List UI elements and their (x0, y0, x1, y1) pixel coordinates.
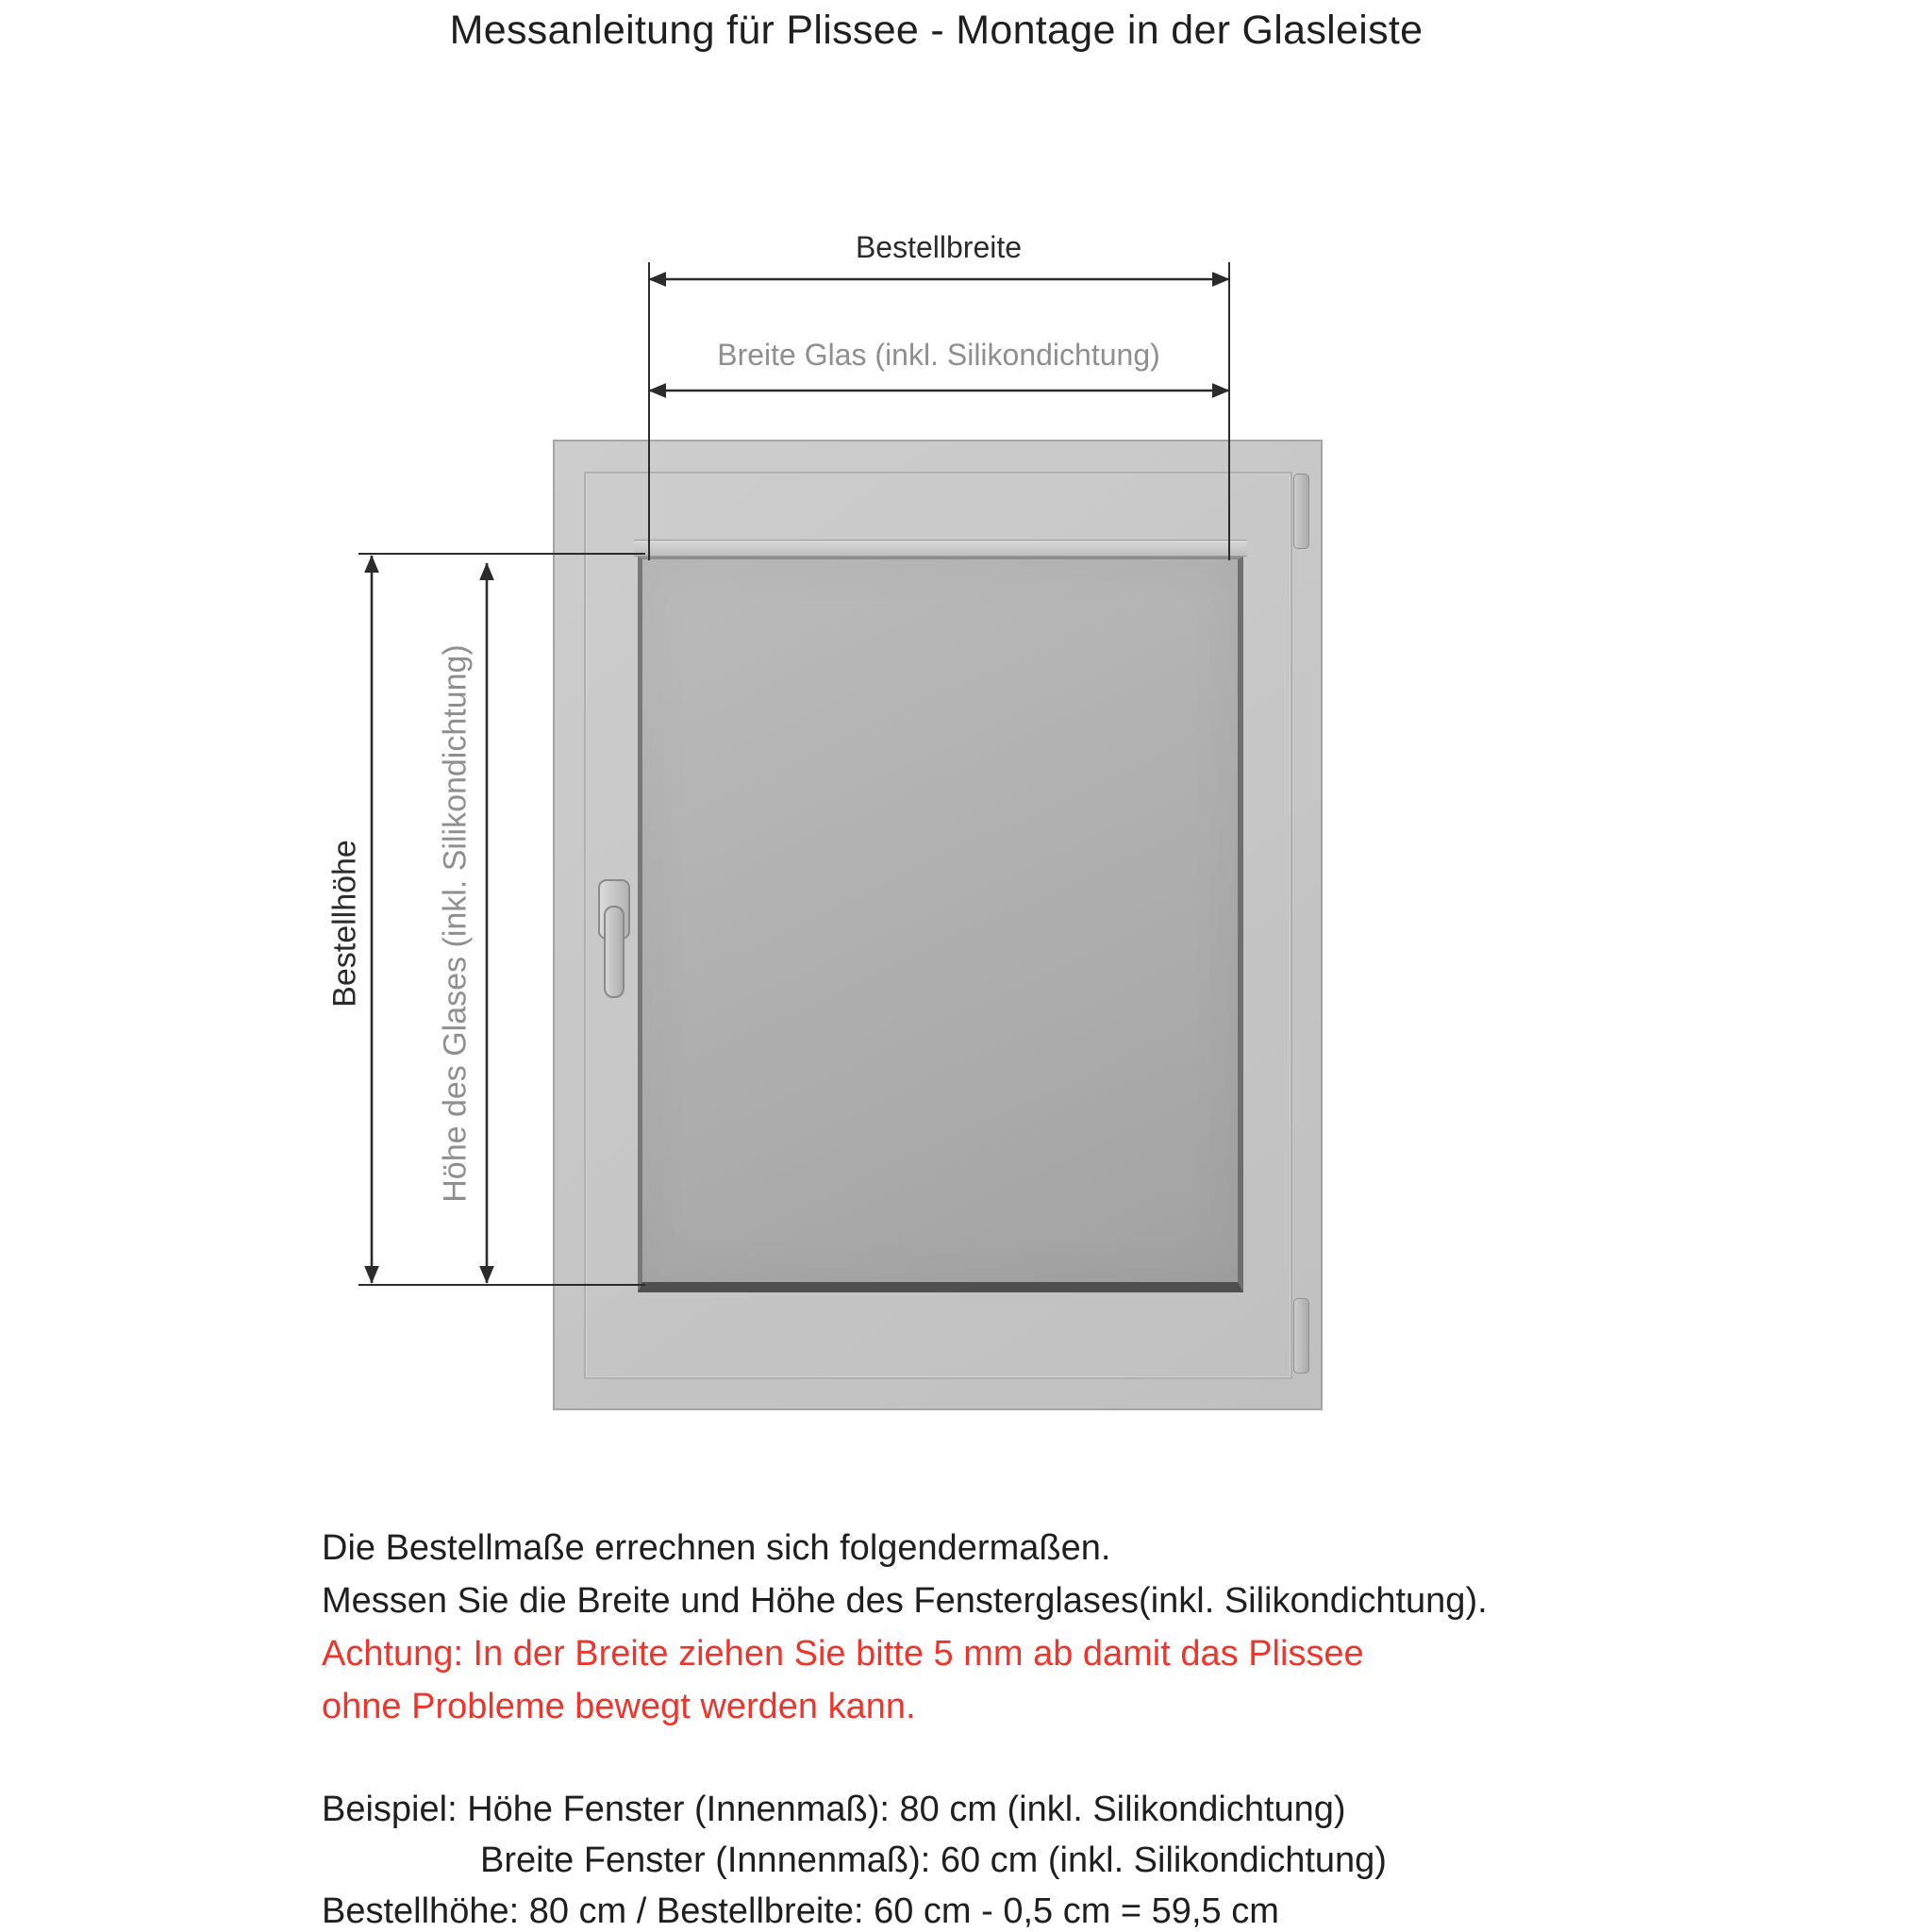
instructions-block (322, 1522, 1488, 1733)
example-line: Bestellhöhe: 80 cm / Bestellbreite: 60 cm - 0,5 cm = 59,5 cm (322, 1891, 1279, 1931)
hinge-bottom-icon (1293, 1298, 1309, 1374)
hinge-top-icon (1293, 474, 1309, 549)
page-title: Messanleitung für Plissee - Montage in der Glasleiste (449, 8, 1424, 53)
bestellhoehe-label: Bestellhöhe (326, 840, 363, 1008)
breite-glas-label: Breite Glas (inkl. Silikondichtung) (717, 338, 1160, 372)
example-line: Breite Fenster (Innnenmaß): 60 cm (inkl. Silikondichtung) (480, 1840, 1387, 1880)
glazing-bead (634, 540, 1247, 557)
window-handle (604, 906, 625, 998)
warning-line: Achtung: In der Breite ziehen Sie bitte 5 mm ab damit das Plissee (322, 1634, 1364, 1674)
example-block (322, 1784, 1387, 1932)
hoehe-glas-label: Höhe des Glases (inkl. Silikondichtung) (437, 644, 474, 1203)
instruction-line: Messen Sie die Breite und Höhe des Fensterglases(inkl. Silikondichtung). (322, 1581, 1488, 1621)
warning-line: ohne Probleme bewegt werden kann. (322, 1687, 916, 1726)
bestellbreite-label: Bestellbreite (855, 230, 1023, 264)
instruction-line: Die Bestellmaße errechnen sich folgendermaßen. (322, 1528, 1111, 1568)
window-glass (638, 557, 1243, 1292)
example-line: Beispiel: Höhe Fenster (Innenmaß): 80 cm (inkl. Silikondichtung) (322, 1790, 1346, 1829)
window-frame (553, 440, 1323, 1410)
